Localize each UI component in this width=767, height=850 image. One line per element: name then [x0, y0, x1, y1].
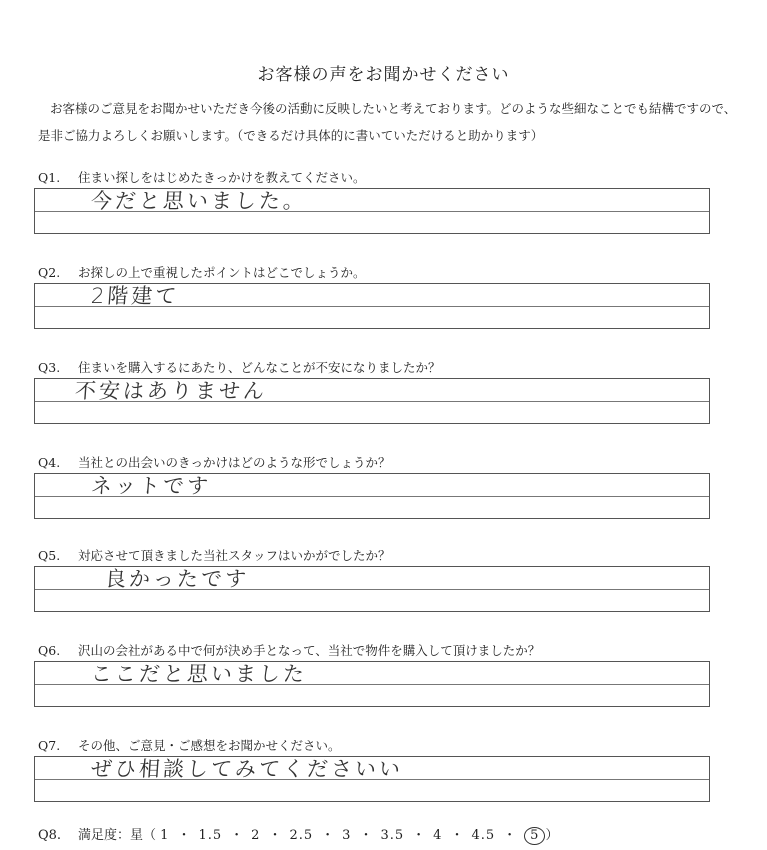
- rating-separator: ・: [268, 828, 282, 843]
- answer-box-4[interactable]: [34, 473, 710, 519]
- rating-separator: ・: [450, 828, 464, 843]
- rating-separator: ・: [321, 828, 335, 843]
- rating-separator: ・: [359, 828, 373, 843]
- answer-box-6[interactable]: [34, 661, 710, 707]
- question-8-satisfaction: [38, 824, 558, 845]
- rating-close: ）: [545, 828, 559, 843]
- rating-option-4-5[interactable]: 4.5: [471, 828, 496, 843]
- rating-option-1-5[interactable]: 1.5: [198, 828, 223, 843]
- intro-text: お客様のご意見をお聞かせいただき今後の活動に反映したいと考えております。どのような些細なことでも結構ですので、是非ご協力よろしくお願いします。（できるだけ具体的に書いていただけると助かります）: [38, 101, 737, 143]
- answer-text-5: 良かったです: [104, 567, 250, 591]
- answer-text-3: 不安はありません: [74, 379, 268, 403]
- question-number: Q3.: [38, 360, 61, 375]
- question-2: [38, 263, 366, 281]
- question-1: [38, 168, 366, 186]
- rating-separator: ・: [230, 828, 244, 843]
- answer-box-5[interactable]: [34, 566, 710, 612]
- rating-separator: ・: [503, 828, 517, 843]
- question-number: Q1.: [38, 170, 61, 185]
- question-3: [38, 358, 441, 376]
- question-6: [38, 641, 540, 659]
- satisfaction-label: 満足度：星（: [78, 828, 157, 843]
- question-number: Q7.: [38, 738, 61, 753]
- question-text: 住まい探しをはじめたきっかけを教えてください。: [78, 170, 366, 185]
- question-number: Q8.: [38, 828, 62, 843]
- page-title: お客様の声をお聞かせください: [257, 65, 510, 85]
- question-number: Q5.: [38, 548, 61, 563]
- rating-option-3[interactable]: 3: [342, 828, 352, 843]
- rating-options: [160, 828, 545, 843]
- question-4: [38, 453, 391, 471]
- question-5: [38, 546, 391, 564]
- question-text: お探しの上で重視したポイントはどこでしょうか。: [78, 265, 366, 280]
- question-text: 沢山の会社がある中で何が決め手となって、当社で物件を購入して頂けましたか？: [78, 643, 541, 658]
- rating-option-2[interactable]: 2: [251, 828, 261, 843]
- question-text: その他、ご意見・ご感想をお聞かせください。: [78, 738, 341, 753]
- answer-text-7: ぜひ相談してみてくださいい: [90, 757, 404, 781]
- rating-option-1[interactable]: 1: [160, 828, 170, 843]
- answer-text-1: 今だと思いました。: [90, 189, 308, 213]
- question-number: Q4.: [38, 455, 61, 470]
- answer-text-4: ネットです: [90, 474, 212, 498]
- rating-option-5[interactable]: 5: [524, 827, 545, 845]
- question-text: 住まいを購入するにあたり、どんなことが不安になりましたか？: [78, 360, 441, 375]
- question-text: 対応させて頂きました当社スタッフはいかがでしたか？: [78, 548, 391, 563]
- rating-separator: ・: [177, 828, 191, 843]
- answer-text-2: 2階建て: [90, 284, 181, 308]
- answer-box-1[interactable]: [34, 188, 710, 234]
- question-number: Q2.: [38, 265, 61, 280]
- rating-option-2-5[interactable]: 2.5: [289, 828, 314, 843]
- rating-separator: ・: [412, 828, 426, 843]
- answer-box-2[interactable]: [34, 283, 710, 329]
- answer-box-3[interactable]: [34, 378, 710, 424]
- question-number: Q6.: [38, 643, 61, 658]
- rating-option-4[interactable]: 4: [433, 828, 443, 843]
- answer-text-6: ここだと思いました: [90, 662, 308, 686]
- question-7: [38, 736, 341, 754]
- rating-option-3-5[interactable]: 3.5: [380, 828, 405, 843]
- question-text: 当社との出会いのきっかけはどのような形でしょうか？: [78, 455, 391, 470]
- answer-box-7[interactable]: [34, 756, 710, 802]
